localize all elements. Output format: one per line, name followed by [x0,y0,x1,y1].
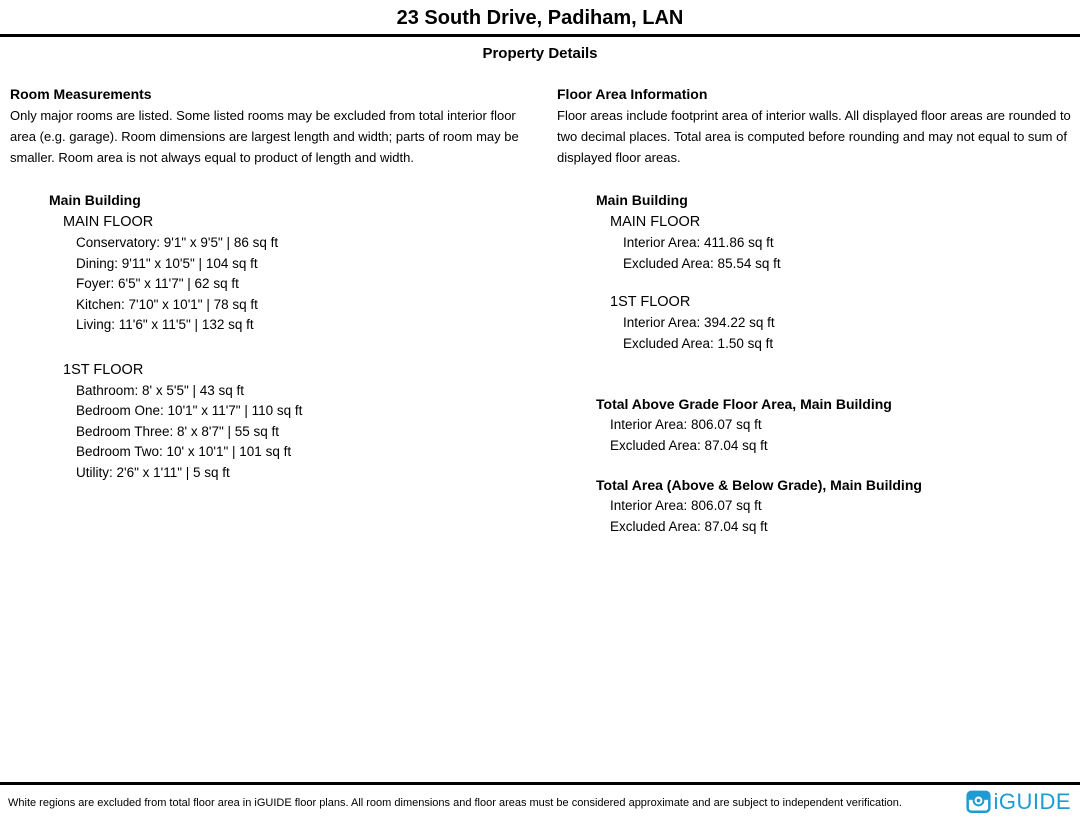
area-block-1st-floor [610,291,1078,354]
total-above-grade-block [596,394,1078,456]
building-name: Main Building [596,192,688,208]
building-name: Main Building [49,192,141,208]
content-columns [0,84,1080,537]
interior-area-value: Interior Area: 411.86 sq ft [623,235,774,250]
floor-name: 1ST FLOOR [610,294,691,310]
room-measurement: Bedroom One: 10'1" x 11'7" | 110 sq ft [76,403,303,418]
excluded-area-value: Excluded Area: 1.50 sq ft [623,335,774,351]
room-measurement: Dining: 9'11" x 10'5" | 104 sq ft [76,255,258,271]
excluded-area-value: Excluded Area: 87.04 sq ft [610,437,768,453]
page-subtitle: Property Details [482,45,598,62]
room-measurement: Bedroom Three: 8' x 8'7" | 55 sq ft [76,423,280,439]
room-measurement: Bathroom: 8' x 5'5" | 43 sq ft [76,382,245,398]
room-measurements-building [10,190,528,483]
area-block-main-floor [610,211,1078,274]
total-area-block [596,475,1078,537]
room-measurements-heading: Room Measurements [10,86,152,102]
floor-name: MAIN FLOOR [63,214,154,230]
iguide-camera-icon [966,789,991,814]
floor-block-1st-floor [63,359,528,484]
floor-area-section [540,84,1080,537]
iguide-logo [966,789,1071,814]
room-measurement: Conservatory: 9'1" x 9'5" | 86 sq ft [76,235,279,250]
interior-area-value: Interior Area: 806.07 sq ft [610,417,762,432]
floor-name: 1ST FLOOR [63,361,144,378]
excluded-area-value: Excluded Area: 87.04 sq ft [610,518,768,534]
page-header [0,0,1080,64]
total-heading: Total Area (Above & Below Grade), Main Building [596,477,922,493]
total-heading: Total Above Grade Floor Area, Main Building [596,396,892,412]
room-measurement: Foyer: 6'5" x 11'7" | 62 sq ft [76,276,239,291]
room-measurements-section [0,84,540,537]
floor-area-building [557,190,1078,354]
room-measurement: Bedroom Two: 10' x 10'1" | 101 sq ft [76,444,292,459]
page-title: 23 South Drive, Padiham, LAN [396,7,684,29]
floor-name: MAIN FLOOR [610,214,701,230]
room-measurement: Living: 11'6" x 11'5" | 132 sq ft [76,317,254,332]
page-footer [0,782,1080,825]
excluded-area-value: Excluded Area: 85.54 sq ft [623,255,781,271]
floor-block-main-floor [63,211,528,336]
room-measurements-description: Only major rooms are listed. Some listed rooms may be excluded from total interior floor area (e.g. garage). Room dimensions are largest length and width; parts of room may be smaller. Room area is not always equal to product of length and width. [10,108,519,165]
interior-area-value: Interior Area: 806.07 sq ft [610,498,762,513]
floor-area-heading: Floor Area Information [557,86,708,102]
floor-area-description: Floor areas include footprint area of interior walls. All displayed floor areas are rounded to two decimal places. Total area is computed before rounding and may not equal to sum of displayed floor areas. [557,108,1071,165]
footer-disclaimer: White regions are excluded from total floor area in iGUIDE floor plans. All room dimensions and floor areas must be considered approximate and are subject to independent verification. [8,797,902,809]
room-measurement: Kitchen: 7'10" x 10'1" | 78 sq ft [76,296,258,312]
interior-area-value: Interior Area: 394.22 sq ft [623,315,775,330]
iguide-logo-text: iGUIDE [993,789,1071,814]
room-measurement: Utility: 2'6" x 1'11" | 5 sq ft [76,464,230,480]
